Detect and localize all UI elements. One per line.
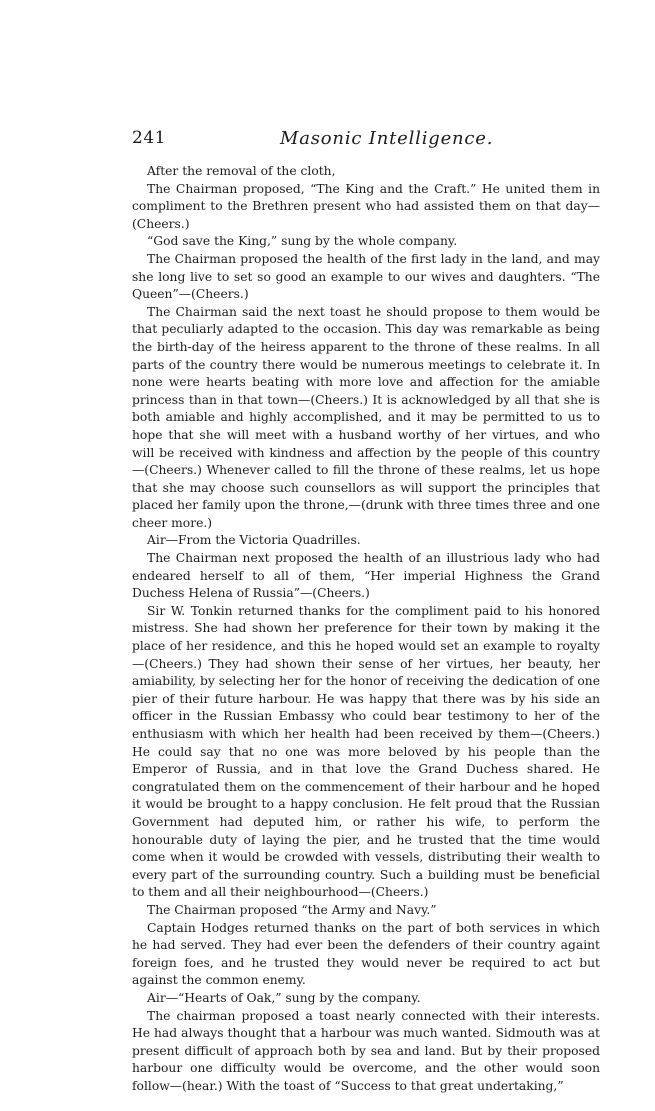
paragraph: The chairman proposed a toast nearly connected with their interests. He had always thought that a harbour was much wanted. Sidmouth was at present difficult of approach both by sea and land. But by their proposed harbour one difficulty would be overcome, and the other would soon follow—(hear.) With the toast of “Success to that great undertaking,” xyxy=(132,1008,600,1093)
paragraph: Captain Hodges returned thanks on the part of both services in which he had served. They had ever been the defenders of their country againt foreign foes, and he trusted they would never be required to act but against the common enemy. xyxy=(132,920,600,988)
body-text xyxy=(132,163,600,1095)
paragraph: The Chairman proposed, “The King and the Craft.” He united them in compliment to the Brethren present who had assisted them on that day—(Cheers.) xyxy=(132,181,600,231)
paragraph: The Chairman next proposed the health of an illustrious lady who had endeared herself to all of them, “Her imperial Highness the Grand Duchess Helena of Russia”—(Cheers.) xyxy=(132,551,600,601)
book-page xyxy=(132,128,600,1095)
paragraph: Air—From the Victoria Quadrilles. xyxy=(147,533,361,548)
paragraph: “God save the King,” sung by the whole company. xyxy=(147,234,458,249)
page-header xyxy=(132,128,600,156)
paragraph: The Chairman proposed “the Army and Navy.” xyxy=(147,902,437,917)
paragraph: Sir W. Tonkin returned thanks for the compliment paid to his honored mistress. She had shown her preference for their town by making it the place of her residence, and this he hoped would set an example to royalty—(Cheers.) They had shown their sense of her virtues, her beauty, her amiability, by selecting her for the honor of receiving the dedication of one pier of their future harbour. He was happy that there was by his side an officer in the Russian Embassy who could bear testimony to her of the enthusiasm with which her health had been received by them—(Cheers.) He could say that no one was more beloved by his people than the Emperor of Russia, and in that love the Grand Duchess shared. He congratulated them on the commencement of their harbour and he hoped it would be brought to a happy conclusion. He felt proud that the Russian Government had deputed him, or rather his wife, to perform the honourable duty of laying the pier, and he trusted that the time would come when it would be crowded with vessels, distributing their wealth to every part of the surrounding country. Such a building must be beneficial to them and all their neighbourhood—(Cheers.) xyxy=(132,603,600,900)
running-title: Masonic Intelligence. xyxy=(280,128,494,149)
paragraph: Air—“Hearts of Oak,” sung by the company. xyxy=(147,990,421,1005)
page-number: 241 xyxy=(132,128,166,148)
paragraph: The Chairman proposed the health of the first lady in the land, and may she long live to set so good an example to our wives and daughters. “The Queen”—(Cheers.) xyxy=(132,251,600,302)
paragraph: The Chairman said the next toast he should propose to them would be that peculiarly adapted to the occasion. This day was remarkable as being the birth-day of the heiress apparent to the throne of these realms. In all parts of the country there would be numerous meetings to celebrate it. In none were hearts beating with more love and affection for the amiable princess than in that town—(Cheers.) It is acknowledged by all that she is both amiable and highly accomplished, and it may be permitted to us to hope that she will meet with a husband worthy of her virtues, and who will be received with kindness and affection by the people of this country—(Cheers.) Whenever called to fill the throne of these realms, let us hope that she may choose such counsellors as will support the principles that placed her family upon the throne,—(drunk with three times three and one cheer more.) xyxy=(132,304,600,530)
paragraph: After the removal of the cloth, xyxy=(147,164,336,178)
